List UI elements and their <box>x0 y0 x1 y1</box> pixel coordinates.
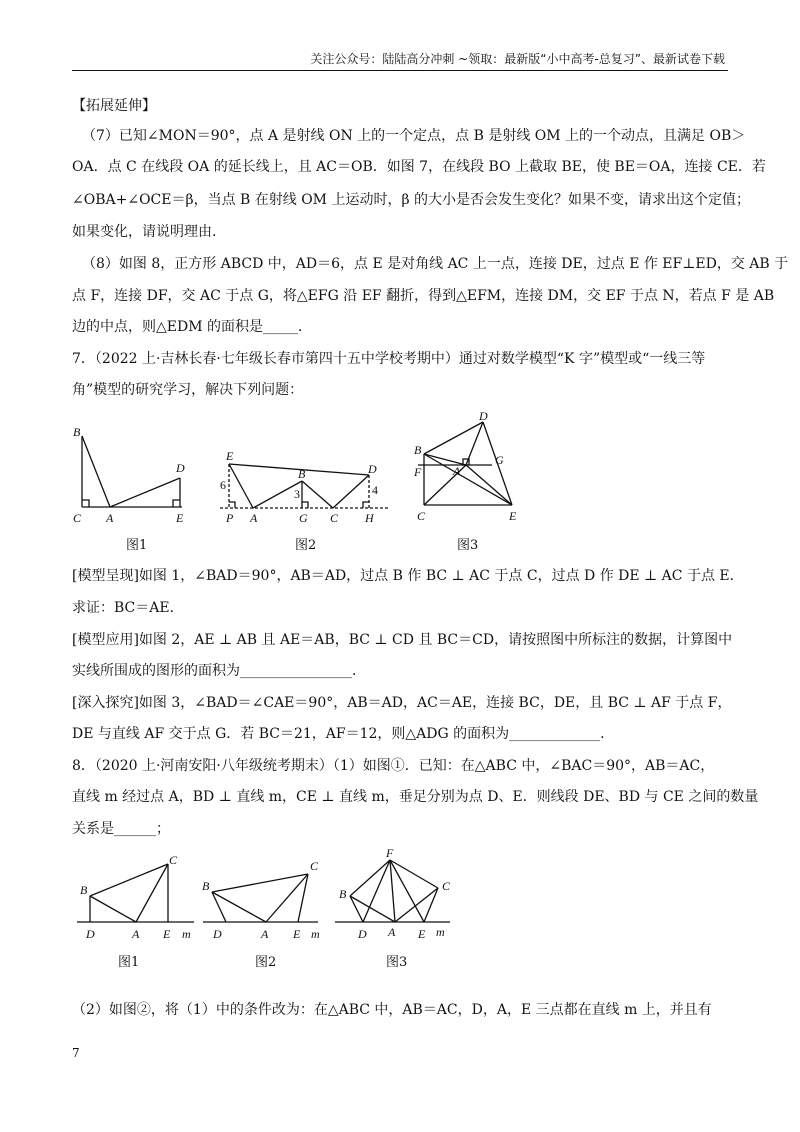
fig3-label-f: F <box>414 465 422 479</box>
q8-fig2-label-m: m <box>311 927 320 941</box>
q8-fig1-label-d: D <box>86 927 95 941</box>
fig3-label-d: D <box>479 410 488 423</box>
fig2-label-b: B <box>298 467 306 481</box>
q8-fig3-label-e: E <box>418 927 426 941</box>
fig3-label-c: C <box>417 509 426 523</box>
q8-fig1-caption: 图1 <box>118 955 140 970</box>
header-rule <box>72 70 728 71</box>
q8-line-3: 关系是______； <box>72 821 170 837</box>
figure-1-k-model <box>70 412 190 530</box>
fig2-label-4: 4 <box>372 483 378 497</box>
figure-2-area-model <box>215 444 395 530</box>
page-header: 关注公众号：陆陆高分冲刺 ~领取：最新版“小中高考-总复习”、最新试卷下载 <box>310 52 725 66</box>
fig2-label-a: A <box>250 511 258 525</box>
fig3-label-e: E <box>509 509 517 523</box>
section-title: 【拓展延伸】 <box>72 98 156 114</box>
q8-line-1: 8．（2020 上·河南安阳·八年级统考期末）（1）如图①．已知：在△ABC 中，∠BAC＝90°，AB＝AC， <box>72 758 715 774</box>
model-present-line-2: 求证：BC＝AE． <box>72 600 184 616</box>
fig2-label-6: 6 <box>220 478 226 492</box>
q7-7-line-1: （7）已知∠MON＝90°，点 A 是射线 ON 上的一个定点，点 B 是射线 OM 上的一个动点，且满足 OB＞ <box>82 128 746 144</box>
q8-fig3-label-c: C <box>442 879 451 893</box>
fig1-label-e: E <box>176 511 184 525</box>
fig3-label-a: A <box>453 464 461 478</box>
fig2-label-3: 3 <box>294 487 300 501</box>
q8-2-line-1: （2）如图②，将（1）中的条件改为：在△ABC 中，AB＝AC，D，A，E 三点都在直线 m 上，并且有 <box>72 1002 712 1018</box>
q7-8-line-3: 边的中点，则△EDM 的面积是_____． <box>72 319 312 335</box>
fig2-caption: 图2 <box>295 538 317 553</box>
fig3-label-g: G <box>495 453 504 467</box>
fig3-label-b: B <box>414 443 422 457</box>
q8-figure-3 <box>330 846 470 942</box>
deep-explore-line-2: DE 与直线 AF 交于点 G．若 BC＝21，AF＝12，则△ADG 的面积为_____________． <box>72 726 615 742</box>
fig2-label-g: G <box>299 511 308 525</box>
fig1-label-b: B <box>73 425 81 439</box>
q8-fig3-label-b: B <box>339 887 347 901</box>
fig1-label-a: A <box>106 511 114 525</box>
q7-line-1: 7．（2022 上·吉林长春·七年级长春市第四十五中学校考期中）通过对数学模型“K 字”模型或“一线三等 <box>72 351 706 367</box>
q8-fig1-label-c: C <box>169 853 178 867</box>
deep-explore-line-1: [深入探究]如图 3，∠BAD＝∠CAE＝90°，AB＝AD，AC＝AE，连接 BC，DE，且 BC ⊥ AF 于点 F， <box>72 695 732 711</box>
q8-fig1-label-b: B <box>80 883 88 897</box>
q8-fig3-label-a: A <box>388 925 396 939</box>
fig1-label-c: C <box>73 511 82 525</box>
q8-fig3-label-m: m <box>436 925 445 939</box>
q7-7-line-4: 如果变化，请说明理由． <box>72 224 226 240</box>
model-apply-line-1: [模型应用]如图 2，AE ⊥ AB 且 AE＝AB，BC ⊥ CD 且 BC＝CD，请按照图中所标注的数据，计算图中 <box>72 632 733 648</box>
q7-line-2: 角”模型的研究学习，解决下列问题： <box>72 382 304 398</box>
q8-figure-1 <box>72 850 212 942</box>
page-number: 7 <box>72 1046 80 1060</box>
q8-line-2: 直线 m 经过点 A，BD ⊥ 直线 m，CE ⊥ 直线 m，垂足分别为点 D、E．则线段 DE、BD 与 CE 之间的数量 <box>72 789 759 805</box>
q8-fig1-label-e: E <box>163 927 171 941</box>
model-apply-line-2: 实线所围成的图形的面积为________________． <box>72 663 366 679</box>
model-present-line-1: [模型呈现]如图 1，∠BAD＝90°，AB＝AD，过点 B 作 BC ⊥ AC 于点 C，过点 D 作 DE ⊥ AC 于点 E． <box>72 568 744 584</box>
q7-8-line-2: 点 F，连接 DF，交 AC 于点 G，将△EFG 沿 EF 翻折，得到△EFM，连接 DM，交 EF 于点 N，若点 F 是 AB <box>72 288 775 304</box>
q8-fig2-label-b: B <box>202 879 210 893</box>
q8-fig2-label-d: D <box>213 927 222 941</box>
q8-fig1-label-m: m <box>182 927 191 941</box>
q8-fig3-caption: 图3 <box>386 955 408 970</box>
figure-3-deep-model <box>408 410 528 530</box>
fig1-label-d: D <box>176 461 185 475</box>
fig3-caption: 图3 <box>457 538 479 553</box>
q8-fig2-label-a: A <box>261 927 269 941</box>
fig2-label-d: D <box>368 462 377 476</box>
fig2-label-c: C <box>330 511 339 525</box>
q8-figure-2 <box>198 850 338 942</box>
q7-7-line-2: OA．点 C 在线段 OA 的延长线上，且 AC＝OB．如图 7，在线段 BO 上截取 BE，使 BE＝OA，连接 CE．若 <box>72 159 766 175</box>
q8-fig2-caption: 图2 <box>255 955 277 970</box>
q8-fig1-label-a: A <box>132 927 140 941</box>
fig2-label-p: P <box>226 511 234 525</box>
fig2-label-e: E <box>226 449 234 463</box>
q8-fig2-label-c: C <box>310 859 319 873</box>
fig1-caption: 图1 <box>126 538 148 553</box>
q8-fig3-label-f: F <box>386 846 394 860</box>
fig2-label-h: H <box>365 511 374 525</box>
q7-8-line-1: （8）如图 8，正方形 ABCD 中，AD＝6，点 E 是对角线 AC 上一点，连接 DE，过点 E 作 EF⊥ED，交 AB 于 <box>82 256 789 272</box>
q8-fig2-label-e: E <box>293 927 301 941</box>
q7-7-line-3: ∠OBA+∠OCE＝β，当点 B 在射线 OM 上运动时，β 的大小是否会发生变化？如果不变，请求出这个定值； <box>72 192 751 208</box>
q8-fig3-label-d: D <box>358 927 367 941</box>
